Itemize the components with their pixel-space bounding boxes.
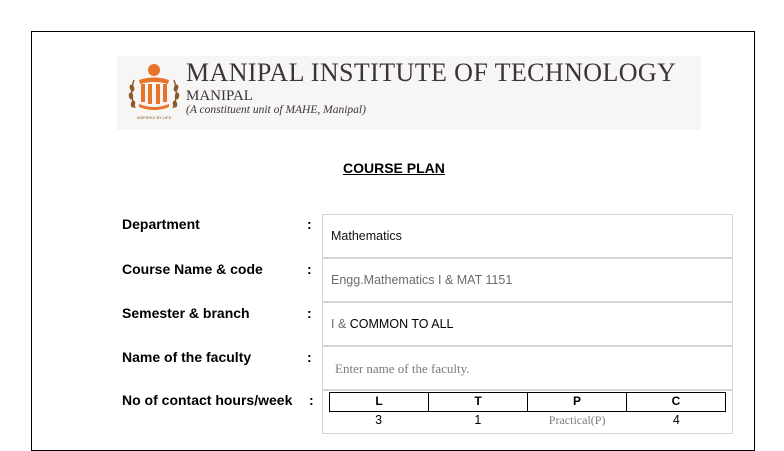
semester-branch-colon: : — [307, 305, 312, 321]
contact-hours-label: No of contact hours/week — [122, 392, 293, 408]
department-value: Mathematics — [331, 229, 402, 243]
course-name-colon: : — [307, 261, 312, 277]
course-name-field[interactable] — [322, 258, 733, 302]
course-name-label: Course Name & code — [122, 261, 263, 277]
semester-branch-label: Semester & branch — [122, 305, 250, 321]
course-name-value: Engg.Mathematics I & MAT 1151 — [331, 273, 513, 287]
practical-hours-input[interactable]: Practical(P) — [548, 413, 606, 427]
department-field[interactable] — [322, 214, 733, 258]
faculty-name-colon: : — [307, 349, 312, 365]
institute-logo-icon — [125, 58, 183, 122]
faculty-name-label: Name of the faculty — [122, 349, 252, 365]
contact-hours-colon: : — [309, 392, 314, 408]
semester-branch-field[interactable] — [322, 302, 733, 346]
semester-branch-value-wrap — [331, 317, 454, 331]
institute-city: MANIPAL — [186, 88, 253, 104]
logo-ring-text: INSPIRED BY LIFE — [136, 115, 172, 120]
department-label: Department — [122, 216, 200, 232]
credits-input[interactable]: 4 — [672, 413, 680, 427]
document-title: COURSE PLAN — [343, 160, 445, 176]
tutorial-hours-input[interactable]: 1 — [474, 413, 482, 427]
branch-value: COMMON TO ALL — [349, 317, 454, 331]
lecture-hours-input[interactable]: 3 — [375, 413, 383, 427]
contact-hours-value-row — [329, 412, 726, 430]
tutorial-header: T — [428, 393, 527, 411]
faculty-name-placeholder: Enter name of the faculty. — [335, 361, 470, 376]
faculty-name-field[interactable] — [322, 346, 733, 390]
contact-hours-header-row — [329, 392, 726, 412]
institute-name: MANIPAL INSTITUTE OF TECHNOLOGY — [186, 58, 677, 87]
practical-header: P — [527, 393, 626, 411]
institute-tagline: (A constituent unit of MAHE, Manipal) — [186, 104, 366, 116]
credits-header: C — [626, 393, 725, 411]
semester-value: I & — [331, 317, 350, 331]
lecture-header: L — [375, 394, 383, 408]
department-colon: : — [307, 216, 312, 232]
